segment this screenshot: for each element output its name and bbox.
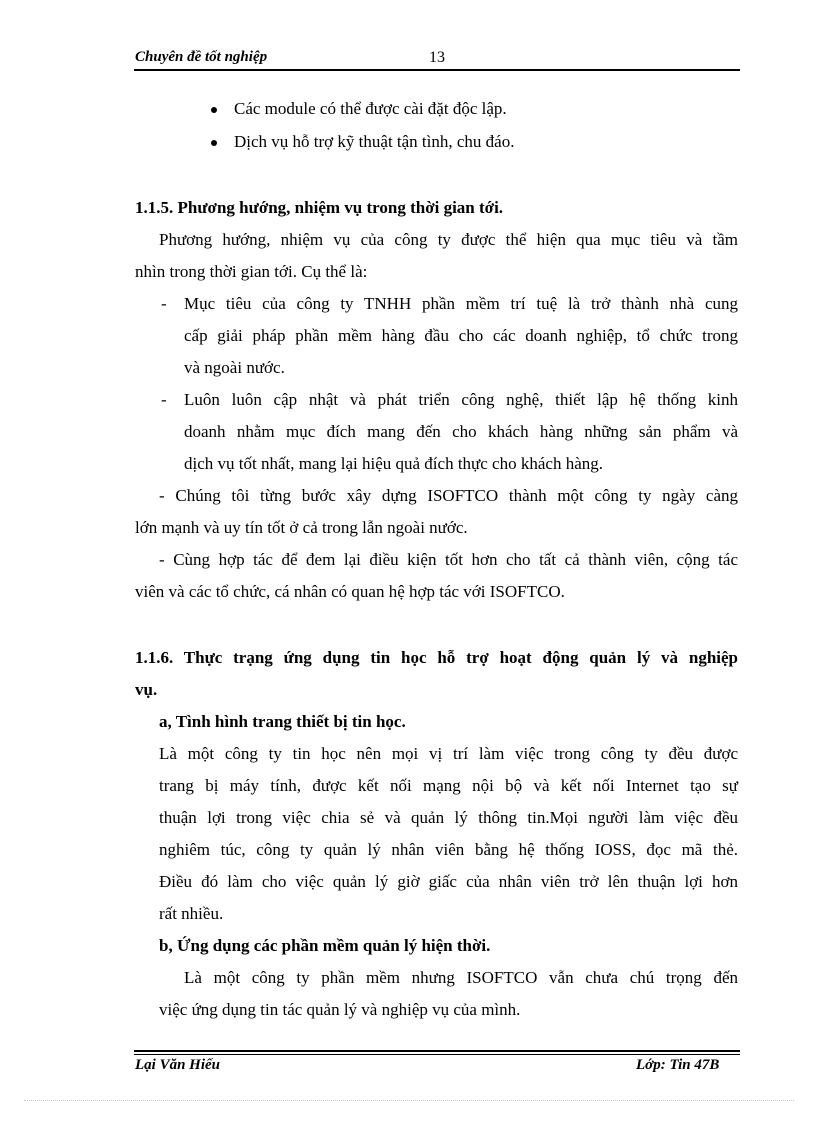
list-item-line: Mục tiêu của công ty TNHH phần mềm trí tuệ là trở thành nhà cung xyxy=(184,294,738,313)
paragraph-line: nghiêm túc, công ty quản lý nhân viên bằng hệ thống IOSS, đọc mã thẻ. xyxy=(159,840,738,859)
list-item-line: doanh nhằm mục đích mang đến cho khách hàng những sản phẩm và xyxy=(184,422,738,441)
section-heading-116-cont: vụ. xyxy=(135,680,158,699)
bullet-dot-icon xyxy=(211,107,217,113)
dash-marker: - xyxy=(161,294,167,313)
paragraph-line: việc ứng dụng tin tác quản lý và nghiệp vụ của mình. xyxy=(159,1000,521,1019)
bullet-item: Các module có thể được cài đặt độc lập. xyxy=(234,99,507,118)
paragraph-line: nhìn trong thời gian tới. Cụ thể là: xyxy=(135,262,368,281)
subsection-heading-a: a, Tình hình trang thiết bị tin học. xyxy=(159,712,406,731)
page-edge-divider xyxy=(24,1100,794,1101)
list-item-line: dịch vụ tốt nhất, mang lại hiệu quả đích thực cho khách hàng. xyxy=(184,454,603,473)
bullet-dot-icon xyxy=(211,140,217,146)
footer-author: Lại Văn Hiếu xyxy=(135,1057,221,1073)
list-item-line: Luôn luôn cập nhật và phát triển công nghệ, thiết lập hệ thống kinh xyxy=(184,390,738,409)
section-heading-116: 1.1.6. Thực trạng ứng dụng tin học hỗ trợ hoạt động quản lý và nghiệp xyxy=(135,648,738,667)
header-title: Chuyên đề tốt nghiệp xyxy=(135,49,268,65)
list-item-line: và ngoài nước. xyxy=(184,358,285,377)
header-rule xyxy=(134,69,740,71)
paragraph-line: Là một công ty tin học nên mọi vị trí làm việc trong công ty đều được xyxy=(159,744,738,763)
section-heading-115: 1.1.5. Phương hướng, nhiệm vụ trong thời gian tới. xyxy=(135,198,504,217)
paragraph-line: lớn mạnh và uy tín tốt ở cả trong lẫn ngoài nước. xyxy=(135,518,468,537)
paragraph-line: Là một công ty phần mềm nhưng ISOFTCO vẫn chưa chú trọng đến xyxy=(184,968,738,987)
paragraph-line: - Cùng hợp tác để đem lại điều kiện tốt hơn cho tất cả thành viên, cộng tác xyxy=(159,550,738,569)
paragraph-line: rất nhiều. xyxy=(159,904,224,923)
paragraph-line: Phương hướng, nhiệm vụ của công ty được thể hiện qua mục tiêu và tầm xyxy=(159,230,738,249)
paragraph-line: trang bị máy tính, được kết nối mạng nội bộ và kết nối Internet tạo sự xyxy=(159,776,738,795)
footer-class: Lớp: Tin 47B xyxy=(636,1057,720,1073)
page-number: 13 xyxy=(429,49,445,66)
paragraph-line: Điều đó làm cho việc quản lý giờ giấc của nhân viên trở lên thuận lợi hơn xyxy=(159,872,738,891)
subsection-heading-b: b, Ứng dụng các phần mềm quản lý hiện thời. xyxy=(159,936,491,955)
paragraph-line: thuận lợi trong việc chia sẻ và quản lý thông tin.Mọi người làm việc đều xyxy=(159,808,738,827)
paragraph-line: - Chúng tôi từng bước xây dựng ISOFTCO thành một công ty ngày càng xyxy=(159,486,738,505)
list-item-line: cấp giải pháp phần mềm hàng đầu cho các doanh nghiệp, tổ chức trong xyxy=(184,326,738,345)
footer-rule-thin xyxy=(134,1054,740,1055)
footer-rule xyxy=(134,1050,740,1052)
dash-marker: - xyxy=(161,390,167,409)
bullet-item: Dịch vụ hỗ trợ kỹ thuật tận tình, chu đáo. xyxy=(234,132,515,151)
paragraph-line: viên và các tổ chức, cá nhân có quan hệ hợp tác với ISOFTCO. xyxy=(135,582,565,601)
